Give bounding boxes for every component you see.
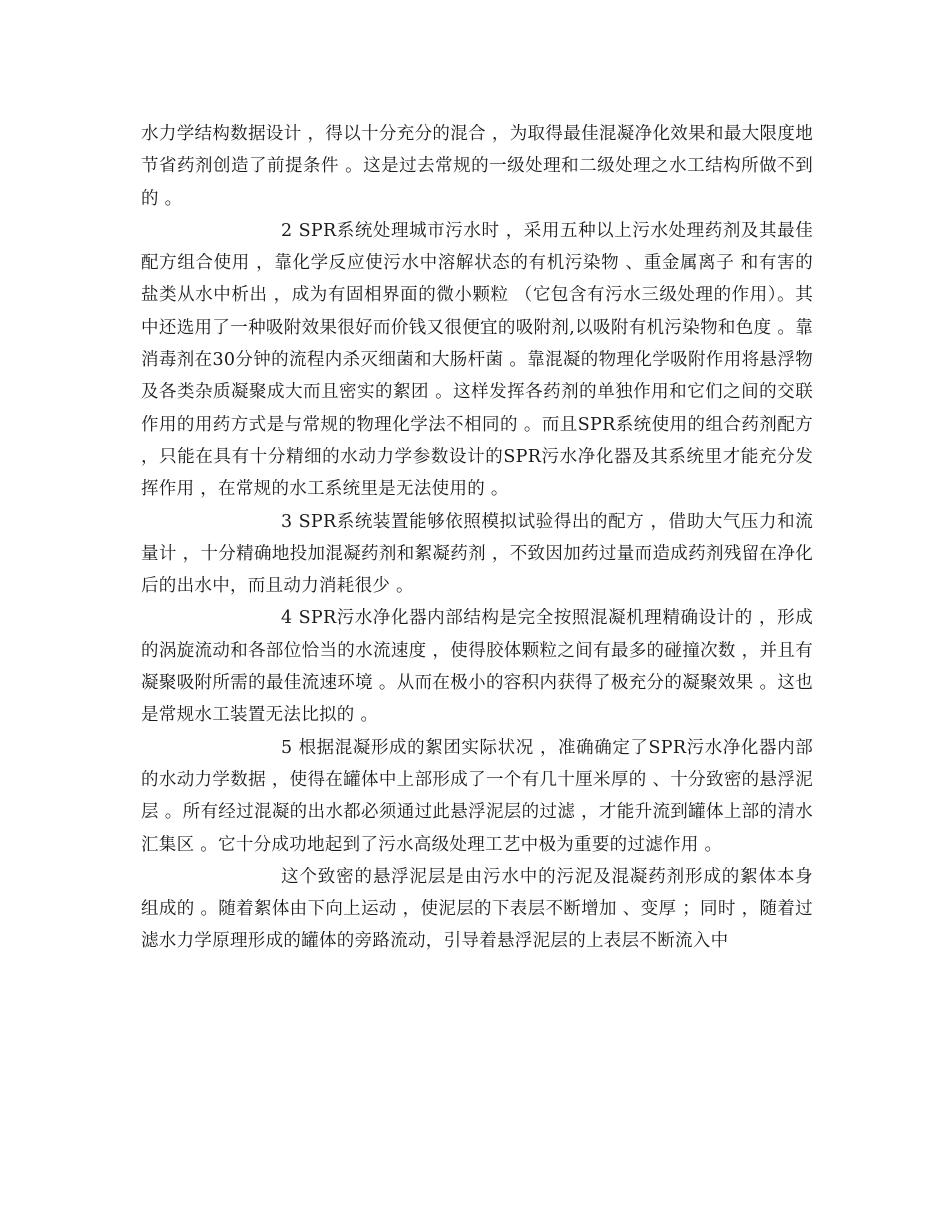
document-body — [141, 118, 813, 958]
paragraph-6: 这个致密的悬浮泥层是由污水中的污泥及混凝药剂形成的絮体本身组成的 。随着絮体由下向上运动 ，使泥层的下表层不断增加 、变厚 ；同时 ，随着过滤水力学原理形成的罐体的旁路流动，引导着悬浮泥层的上表层不断流入中 — [141, 866, 813, 952]
paragraph-3: 3 SPR系统装置能够依照模拟试验得出的配方 ，借助大气压力和流量计 ，十分精确地投加混凝药剂和絮凝药剂 ，不致因加药过量而造成药剂残留在净化后的出水中，而且动力消耗很少 。 — [141, 511, 813, 597]
paragraph-5: 5 根据混凝形成的絮团实际状况 ，准确确定了SPR污水净化器内部的水动力学数据 ，使得在罐体中上部形成了一个有几十厘米厚的 、十分致密的悬浮泥层 。所有经过混凝的出水都必须通过此悬浮泥层的过滤 ，才能升流到罐体上部的清水汇集区 。它十分成功地起到了污水高级处理工艺中极为重要的过滤作用 。 — [141, 737, 813, 855]
paragraph-2: 2 SPR系统处理城市污水时 ，采用五种以上污水处理药剂及其最佳配方组合使用 ，靠化学反应使污水中溶解状态的有机污染物 、重金属离子 和有害的盐类从水中析出 ，成为有固相界面的微小颗粒 （它包含有污水三级处理的作用）。其中还选用了一种吸附效果很好而价钱又很便宜的吸附剂,以吸附有机污染物和色度 。靠消毒剂在30分钟的流程内杀灭细菌和大肠杆菌 。靠混凝的物理化学吸附作用将悬浮物及各类杂质凝聚成大而且密实的絮团 。这样发挥各药剂的单独作用和它们之间的交联作用的用药方式是与常规的物理化学法不相同的 。而且SPR系统使用的组合药剂配方 ，只能在具有十分精细的水动力学参数设计的SPR污水净化器及其系统里才能充分发挥作用 ，在常规的水工系统里是无法使用的 。 — [141, 220, 813, 500]
paragraph-1: 水力学结构数据设计 ，得以十分充分的混合 ，为取得最佳混凝净化效果和最大限度地节省药剂创造了前提条件 。这是过去常规的一级处理和二级处理之水工结构所做不到的 。 — [141, 124, 813, 209]
paragraph-4: 4 SPR污水净化器内部结构是完全按照混凝机理精确设计的 ，形成的涡旋流动和各部位恰当的水流速度 ，使得胶体颗粒之间有最多的碰撞次数 ，并且有凝聚吸附所需的最佳流速环境 。从而在极小的容积内获得了极充分的凝聚效果 。这也是常规水工装置无法比拟的 。 — [141, 608, 813, 726]
